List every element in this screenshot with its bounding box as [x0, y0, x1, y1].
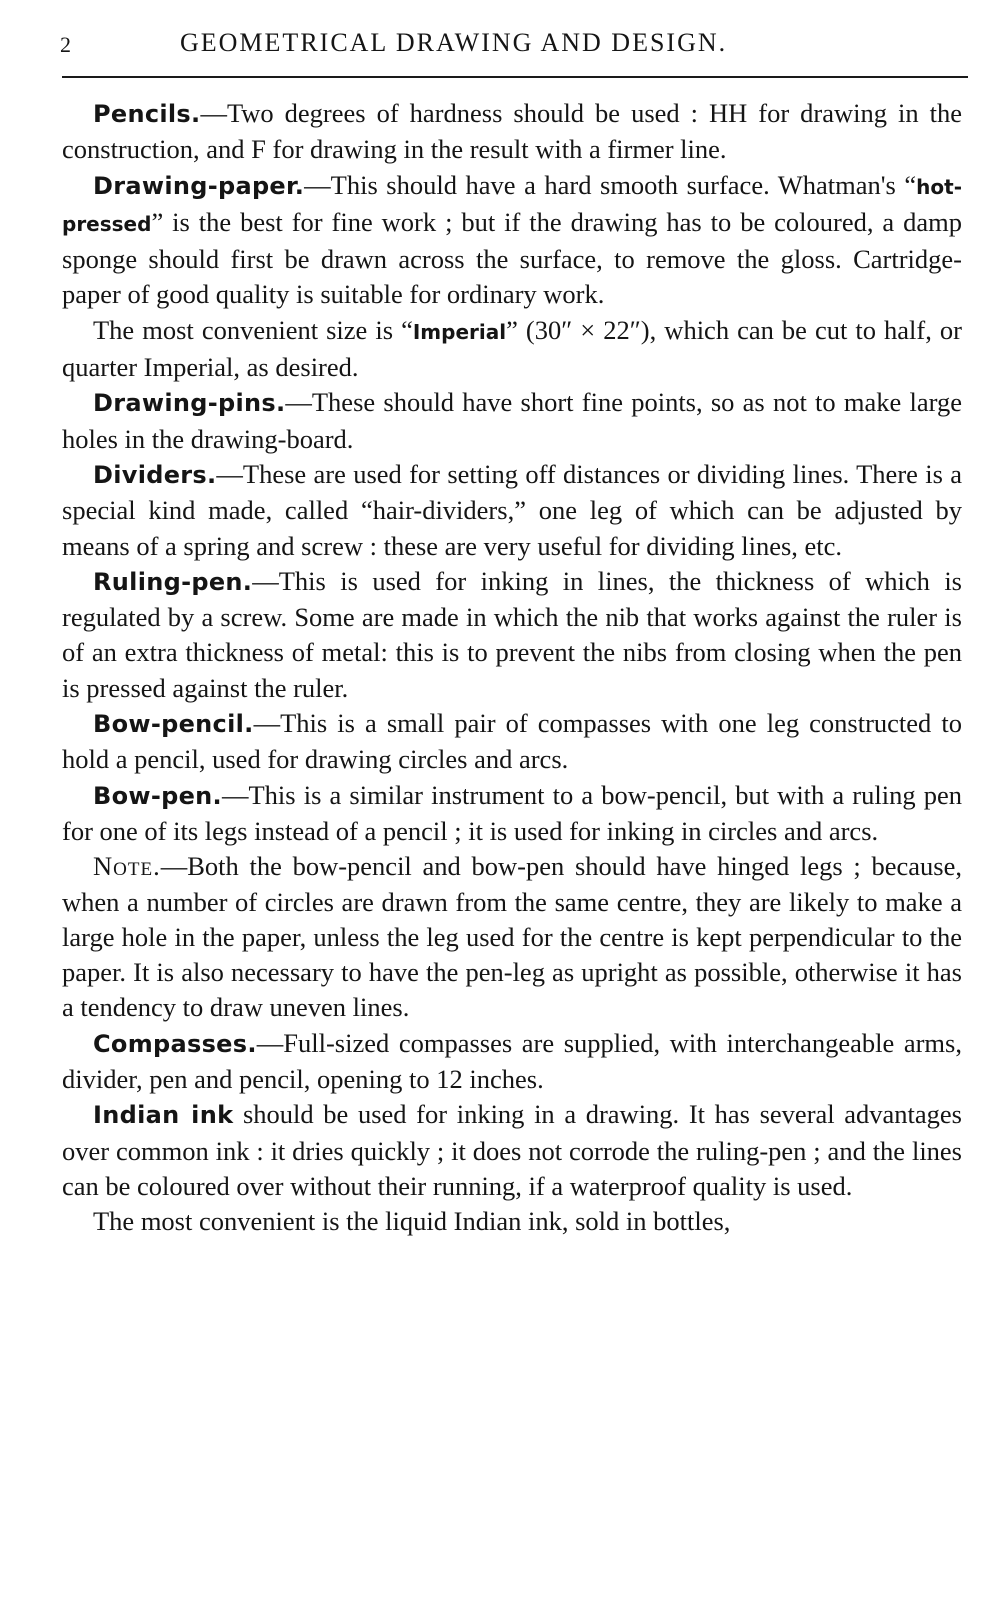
paragraph-text: ” is the best for fine work ; but if the drawing has to be coloured, a damp sponge should first be drawn across the surface, to remove the gloss. Cartridge-paper of good quality is suitable for ordinary work. — [62, 206, 962, 310]
term-indian-ink: Indian ink — [93, 1101, 234, 1130]
paragraph-text: ” (30″ × 22″), which can be cut to half, or quarter Imperial, as desired. — [62, 314, 962, 383]
paragraph-text: should be used for inking in a drawing. It has several advantages over common ink : it dries quickly ; it does not corrode the ruling-pen ; and the lines can be coloured over without their running, if a waterproof quality is used. — [62, 1099, 962, 1201]
paragraph-text: —These should have short fine points, so as not to make large holes in the drawing-board. — [62, 387, 962, 454]
paragraph-liquid-ink — [62, 1204, 962, 1239]
paragraph-text: —Both the bow-pencil and bow-pen should have hinged legs ; because, when a number of circles are drawn from the same centre, they are likely to make a large hole in the paper, unless the leg used for the centre is kept perpendicular to the paper. It is also necessary to have the pen-leg as upright as possible, otherwise it has a tendency to draw uneven lines. — [62, 851, 962, 1023]
paragraph-note — [62, 849, 962, 1025]
paragraph-dividers — [62, 457, 962, 564]
paragraph-bow-pen — [62, 778, 962, 850]
paragraph-bow-pencil — [62, 706, 962, 778]
paragraph-text: —This should have a hard smooth surface. Whatman's “ — [304, 169, 917, 200]
page-number: 2 — [60, 32, 73, 57]
term-bow-pencil: Bow-pencil. — [93, 710, 254, 739]
paragraph-text: —Full-sized compasses are supplied, with interchangeable arms, divider, pen and pencil, opening to 12 inches. — [62, 1027, 962, 1095]
paragraph-text: The most convenient is the liquid Indian ink, sold in bottles, — [93, 1206, 731, 1237]
term-pencils: Pencils. — [93, 100, 201, 128]
paragraph-drawing-paper — [62, 168, 962, 313]
term-bow-pen: Bow-pen. — [93, 781, 222, 810]
paragraph-drawing-pins — [62, 385, 962, 457]
paragraph-text: The most convenient size is “ — [93, 314, 413, 345]
paragraph-compasses — [62, 1026, 962, 1098]
paragraph-text: —This is a similar instrument to a bow-pencil, but with a ruling pen for one of its legs instead of a pencil ; it is used for inking in circles and arcs. — [62, 779, 962, 846]
paragraph-size — [62, 313, 962, 386]
term-compasses: Compasses. — [93, 1029, 257, 1058]
paragraph-text: —These are used for setting off distances or dividing lines. There is a special kind made, called “hair-dividers,” one leg of which can be adjusted by means of a spring and screw : these are very useful for dividing lines, etc. — [62, 458, 962, 561]
term-drawing-pins: Drawing-pins. — [93, 389, 286, 418]
page-header — [60, 26, 960, 66]
term-dividers: Dividers. — [93, 460, 217, 489]
header-rule — [62, 76, 968, 78]
paragraph-text: —This is used for inking in lines, the thickness of which is regulated by a screw. Some are made in which the nib that works against the ruler is of an extra thickness of metal: this is to prevent the nibs from closing when the pen is pressed against the ruler. — [62, 565, 962, 703]
paragraph-pencils — [62, 96, 962, 168]
paragraph-text: —Two degrees of hardness should be used : HH for drawing in the construction, and F for drawing in the result with a firmer line. — [62, 98, 962, 165]
quoted-term: hot-pressed — [62, 174, 962, 236]
term-ruling-pen: Ruling-pen. — [93, 567, 253, 596]
page-body — [62, 96, 962, 1240]
paragraph-ruling-pen — [62, 564, 962, 706]
paragraph-indian-ink — [62, 1097, 962, 1204]
term-drawing-paper: Drawing-paper. — [93, 171, 305, 200]
quoted-term: Imperial — [412, 319, 507, 344]
running-head: GEOMETRICAL DRAWING AND DESIGN. — [180, 28, 728, 57]
note-label: Note. — [93, 851, 161, 882]
paragraph-text: —This is a small pair of compasses with one leg constructed to hold a pencil, used for drawing circles and arcs. — [62, 708, 962, 775]
